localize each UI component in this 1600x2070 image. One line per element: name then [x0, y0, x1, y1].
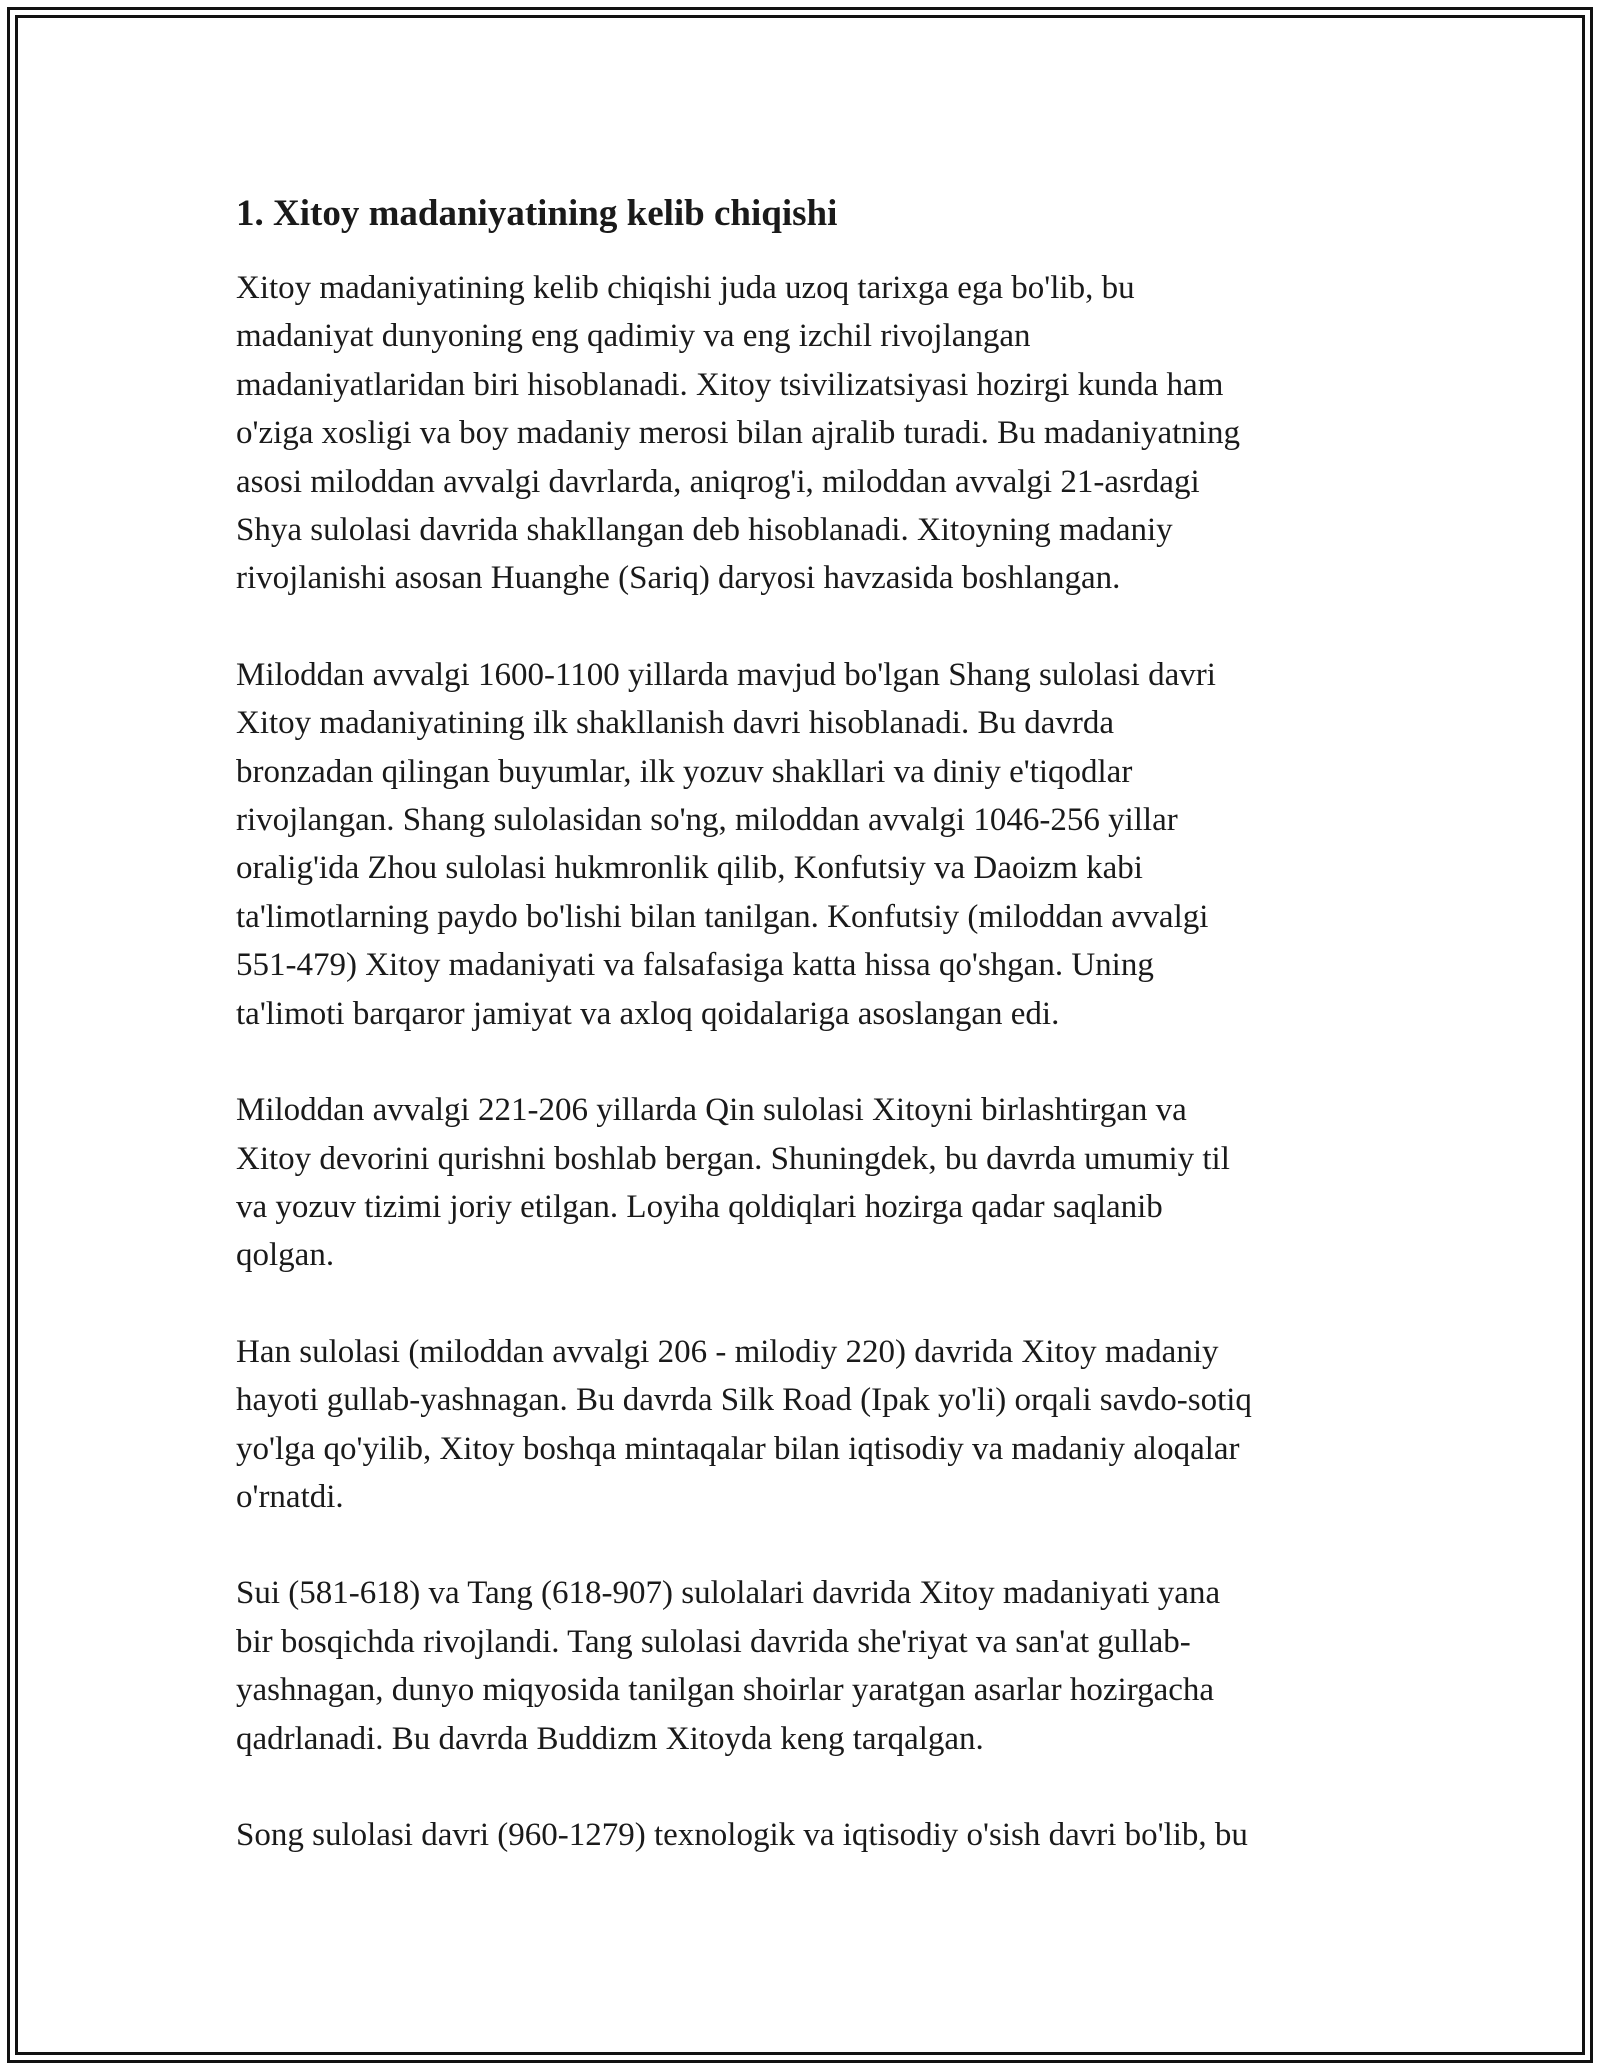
text-line: asosi miloddan avvalgi davrlarda, aniqrog'i, miloddan avvalgi 21-asrdagi — [236, 463, 1200, 500]
text-line: qadrlanadi. Bu davrda Buddizm Xitoyda keng tarqalgan. — [236, 1720, 984, 1757]
text-line: yashnagan, dunyo miqyosida tanilgan shoirlar yaratgan asarlar hozirgacha — [236, 1672, 1215, 1709]
text-line: bir bosqichda rivojlandi. Tang sulolasi davrida she'riyat va san'at gullab- — [236, 1623, 1191, 1660]
text-line: rivojlangan. Shang sulolasidan so'ng, miloddan avvalgi 1046-256 yillar — [236, 802, 1178, 839]
text-line: o'ziga xosligi va boy madaniy merosi bilan ajralib turadi. Bu madaniyatning — [236, 415, 1240, 452]
text-line: yo'lga qo'yilib, Xitoy boshqa mintaqalar bilan iqtisodiy va madaniy aloqalar — [236, 1430, 1240, 1467]
paragraph-han — [236, 1328, 1376, 1522]
section-heading: 1. Xitoy madaniyatining kelib chiqishi — [236, 193, 838, 234]
text-line: ta'limoti barqaror jamiyat va axloq qoidalariga asoslangan edi. — [236, 995, 1060, 1032]
text-line: qolgan. — [236, 1237, 335, 1274]
paragraph-shang-zhou — [236, 651, 1376, 1038]
text-line: o'rnatdi. — [236, 1478, 344, 1515]
text-line: oralig'ida Zhou sulolasi hukmronlik qilib, Konfutsiy va Daoizm kabi — [236, 850, 1143, 887]
text-line: bronzadan qilingan buyumlar, ilk yozuv shakllari va diniy e'tiqodlar — [236, 753, 1133, 790]
text-line: Shya sulolasi davrida shakllangan deb hisoblanadi. Xitoyning madaniy — [236, 512, 1173, 549]
text-line: Xitoy madaniyatining kelib chiqishi juda uzoq tarixga ega bo'lib, bu — [236, 270, 1135, 306]
text-line: Xitoy devorini qurishni boshlab bergan. Shuningdek, bu davrda umumiy til — [236, 1140, 1230, 1177]
text-line: Miloddan avvalgi 1600-1100 yillarda mavjud bo'lgan Shang sulolasi davri — [236, 656, 1216, 693]
text-line: madaniyatlaridan biri hisoblanadi. Xitoy tsivilizatsiyasi hozirgi kunda ham — [236, 366, 1224, 403]
paragraph-qin — [236, 1086, 1376, 1280]
text-line: Xitoy madaniyatining ilk shakllanish davri hisoblanadi. Bu davrda — [236, 705, 1115, 742]
paragraph-song — [236, 1811, 1376, 1859]
text-line: va yozuv tizimi joriy etilgan. Loyiha qoldiqlari hozirga qadar saqlanib — [236, 1188, 1163, 1225]
text-line: Song sulolasi davri (960-1279) texnologik va iqtisodiy o'sish davri bo'lib, bu — [236, 1816, 1248, 1853]
text-line: Miloddan avvalgi 221-206 yillarda Qin sulolasi Xitoyni birlashtirgan va — [236, 1092, 1187, 1129]
paragraph-sui-tang — [236, 1569, 1376, 1763]
document-body — [236, 190, 1376, 1907]
text-line: rivojlanishi asosan Huanghe (Sariq) daryosi havzasida boshlangan. — [236, 560, 1121, 597]
text-line: 551-479) Xitoy madaniyati va falsafasiga katta hissa qo'shgan. Uning — [236, 947, 1154, 984]
paragraph-origin — [236, 264, 1376, 603]
text-line: Han sulolasi (miloddan avvalgi 206 - milodiy 220) davrida Xitoy madaniy — [236, 1333, 1219, 1370]
text-line: ta'limotlarning paydo bo'lishi bilan tanilgan. Konfutsiy (miloddan avvalgi — [236, 898, 1209, 935]
text-line: hayoti gullab-yashnagan. Bu davrda Silk Road (Ipak yo'li) orqali savdo-sotiq — [236, 1382, 1252, 1419]
text-line: madaniyat dunyoning eng qadimiy va eng izchil rivojlangan — [236, 318, 1031, 355]
text-line: Sui (581-618) va Tang (618-907) sulolalari davrida Xitoy madaniyati yana — [236, 1575, 1221, 1612]
